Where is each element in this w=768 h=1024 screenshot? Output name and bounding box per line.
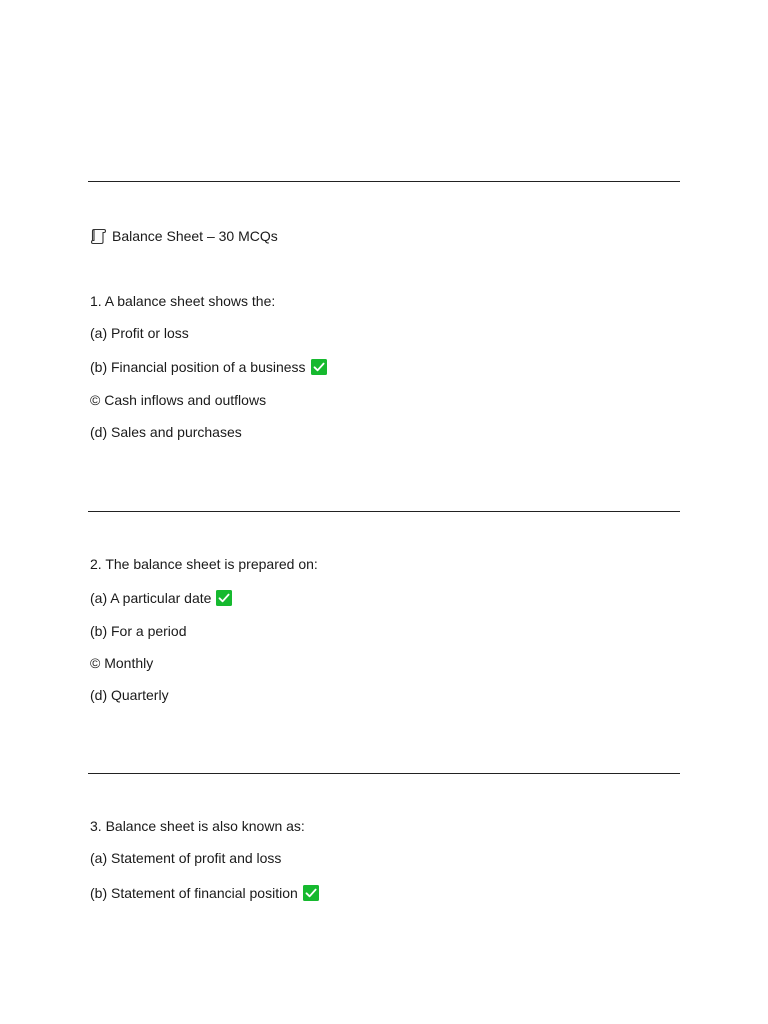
answer-option-correct (90, 589, 232, 607)
answer-option-text: (b) Statement of financial position (90, 885, 298, 901)
answer-option-text: (a) A particular date (90, 590, 212, 606)
check-mark-button-icon (303, 885, 319, 901)
horizontal-divider (88, 181, 680, 182)
horizontal-divider (88, 773, 680, 774)
answer-option: (a) Profit or loss (90, 325, 189, 341)
question-text: 2. The balance sheet is prepared on: (90, 556, 318, 572)
document-title-text: Balance Sheet – 30 MCQs (112, 228, 278, 244)
question-text: 1. A balance sheet shows the: (90, 293, 276, 309)
answer-option-text: (b) Financial position of a business (90, 359, 306, 375)
answer-option: © Monthly (90, 655, 154, 671)
horizontal-divider (88, 511, 680, 512)
document-title (90, 227, 278, 245)
question-text: 3. Balance sheet is also known as: (90, 818, 305, 834)
answer-option: (d) Sales and purchases (90, 424, 242, 440)
answer-option: © Cash inflows and outflows (90, 392, 267, 408)
answer-option-correct (90, 358, 327, 376)
check-mark-button-icon (311, 359, 327, 375)
answer-option: (a) Statement of profit and loss (90, 850, 282, 866)
check-mark-button-icon (216, 590, 232, 606)
scroll-icon (90, 227, 107, 245)
answer-option-correct (90, 884, 319, 902)
answer-option: (d) Quarterly (90, 687, 169, 703)
answer-option: (b) For a period (90, 623, 187, 639)
